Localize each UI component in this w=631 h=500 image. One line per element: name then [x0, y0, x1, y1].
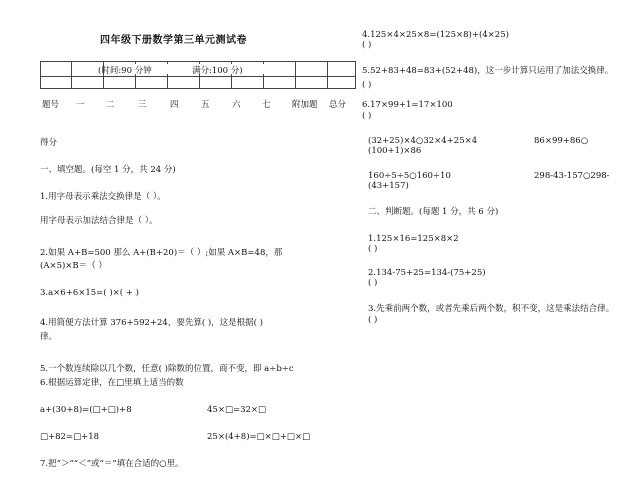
equation: 45×□=32×□ [207, 405, 267, 415]
score-header: 附加题 [292, 100, 318, 110]
answer-paren: ( ) [368, 278, 378, 288]
question-text: 4.用简便方法计算 376+592+24，要先算( )，这是根据( ) [40, 318, 263, 328]
comparison: (43+157) [368, 181, 409, 191]
question-text: 2.134-75+25=134-(75+25) [368, 268, 486, 278]
answer-paren: ( ) [368, 244, 378, 254]
question-text: 4.125×4×25×8=(125×8)+(4×25) [362, 30, 509, 40]
score-header: 五 [201, 100, 210, 110]
comparison: (100+1)×86 [368, 146, 422, 156]
answer-paren: ( ) [362, 111, 372, 121]
equation: a+(30+8)=(□+□)+8 [40, 405, 132, 415]
comparison: 160÷5÷5○160÷10 [368, 171, 451, 181]
question-text: 7.把“＞”“＜”或“＝”填在合适的○里。 [40, 459, 184, 469]
answer-paren: ( ) [362, 80, 372, 90]
question-text: 2.如果 A+B=500 那么 A+(B+20)＝（ ）;如果 A×B=48，那 [40, 248, 283, 258]
score-header: 题号 [42, 100, 60, 110]
exam-time: (时间:90 分钟 [98, 66, 152, 76]
score-label: 得分 [40, 138, 58, 148]
question-text: 3.先乘前两个数，或者先乘后两个数，积不变，这是乘法结合律。 [368, 304, 615, 314]
comparison: 298-43-157○298- [534, 171, 610, 181]
score-header: 四 [170, 100, 179, 110]
equation: □+82=□+18 [40, 432, 100, 442]
question-text: 5.52+83+48=83+(52+48)，这一步计算只运用了加法交换律。 [362, 66, 614, 76]
score-header: 六 [232, 100, 241, 110]
question-text: 1.用字母表示乘法交换律是（ ）。 [40, 192, 166, 202]
question-text: 3.a×6+6×15=( )×( + ) [40, 288, 139, 298]
score-header: 一 [76, 100, 85, 110]
equation: 25×(4+8)=□×□+□×□ [207, 432, 311, 442]
answer-paren: ( ) [368, 315, 378, 325]
comparison: (32+25)×4○32×4+25×4 [368, 136, 478, 146]
score-header: 总分 [329, 100, 347, 110]
score-header: 二 [106, 100, 115, 110]
question-text: 6.17×99+1=17×100 [362, 100, 453, 110]
answer-paren: ( ) [362, 40, 372, 50]
question-text: 用字母表示加法结合律是（ ）。 [40, 216, 158, 226]
section-title: 一、填空题。(每空 1 分，共 24 分) [40, 165, 176, 175]
comparison: 86×99+86○ [534, 136, 589, 146]
question-text: 律。 [40, 332, 58, 342]
exam-score: 满分:100 分) [192, 66, 243, 76]
page-title: 四年级下册数学第三单元测试卷 [100, 35, 247, 46]
question-text: 5.一个数连续除以几个数，任意( )除数的位置，商不变，即 a÷b÷c [40, 364, 294, 374]
score-header: 七 [262, 100, 271, 110]
section-title: 二、判断题。(每题 1 分，共 6 分) [368, 207, 499, 217]
question-text: 1.125×16=125×8×2 [368, 234, 459, 244]
question-text: 6.根据运算定律，在□里填上适当的数 [40, 378, 184, 388]
score-header: 三 [138, 100, 147, 110]
question-text: (A×5)×B＝（ ） [40, 261, 107, 271]
